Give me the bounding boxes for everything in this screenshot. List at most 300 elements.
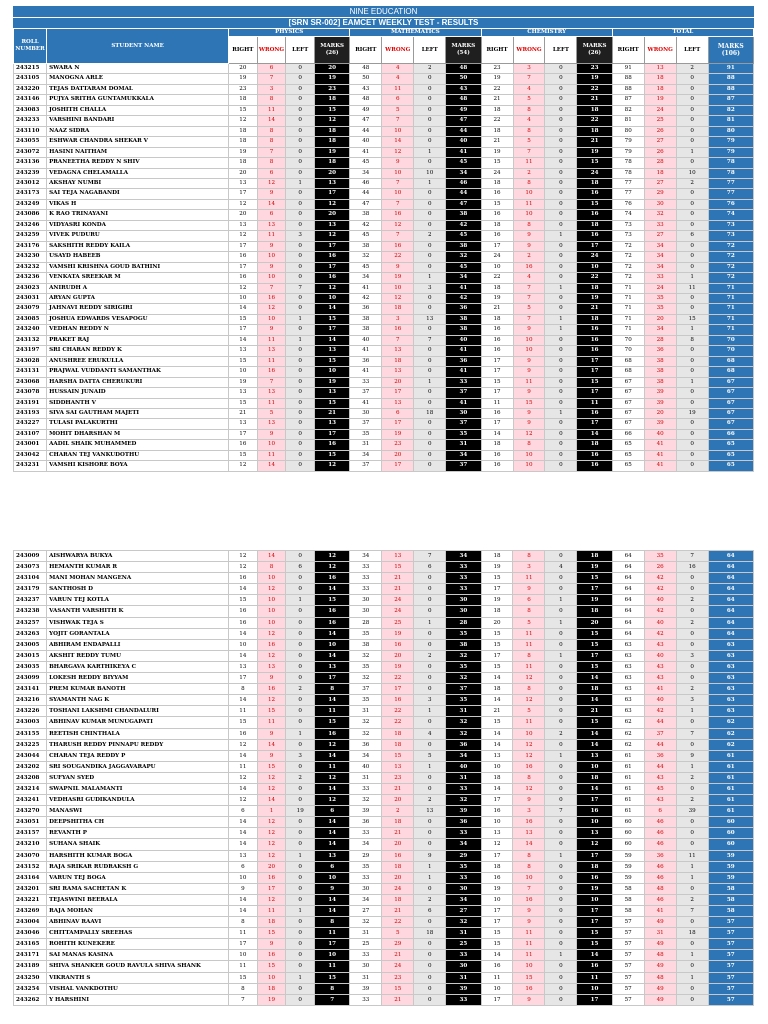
physics-marks-cell: 16 [315, 606, 350, 617]
physics-wrong-cell: 10 [257, 314, 286, 324]
physics-wrong-cell: 13 [257, 220, 286, 230]
math-marks-cell: 39 [446, 983, 481, 994]
math-left-cell: 1 [414, 861, 446, 872]
chem-marks-cell: 17 [577, 356, 612, 366]
physics-right-cell: 16 [229, 617, 258, 628]
table-row [14, 398, 754, 408]
table-row [14, 273, 754, 283]
chem-wrong-cell: 8 [513, 551, 545, 562]
chem-left-cell: 0 [545, 220, 577, 230]
chem-right-cell: 16 [481, 346, 513, 356]
math-right-cell: 30 [350, 961, 382, 972]
table-row [14, 450, 754, 460]
chem-wrong-cell: 12 [513, 739, 545, 750]
math-wrong-cell: 4 [382, 74, 414, 84]
physics-left-cell: 0 [286, 74, 315, 84]
physics-wrong-cell: 6 [257, 168, 286, 178]
math-right-cell: 33 [350, 562, 382, 573]
chem-marks-cell: 22 [577, 116, 612, 126]
roll-number-cell: 243237 [14, 595, 47, 606]
math-left-cell: 0 [414, 839, 446, 850]
math-wrong-cell: 20 [382, 795, 414, 806]
math-wrong-cell: 12 [382, 147, 414, 157]
total-wrong-cell: 27 [644, 178, 676, 188]
physics-marks-cell: 16 [315, 617, 350, 628]
math-left-cell: 1 [414, 273, 446, 283]
physics-left-cell: 19 [286, 806, 315, 817]
math-marks-cell: 38 [446, 314, 481, 324]
physics-right-cell: 11 [229, 961, 258, 972]
chem-left-cell: 0 [545, 684, 577, 695]
math-marks-cell: 32 [446, 650, 481, 661]
math-wrong-cell: 16 [382, 850, 414, 861]
roll-number-header: ROLL NUMBER [14, 29, 47, 64]
total-marks-cell: 63 [708, 706, 753, 717]
student-name-cell: USAYD HABEEB [47, 252, 229, 262]
math-wrong-cell: 20 [382, 839, 414, 850]
physics-right-cell: 19 [229, 147, 258, 157]
math-marks-cell: 32 [446, 717, 481, 728]
total-marks-cell: 63 [708, 639, 753, 650]
roll-number-cell: 243230 [14, 252, 47, 262]
math-marks-cell: 49 [446, 105, 481, 115]
chem-marks-cell: 15 [577, 199, 612, 209]
physics-marks-cell: 10 [315, 950, 350, 961]
total-left-cell: 0 [676, 220, 708, 230]
chem-marks-cell: 13 [577, 828, 612, 839]
math-wrong-cell: 23 [382, 772, 414, 783]
table-row [14, 356, 754, 366]
student-name-cell: AADIL SHAIK MUHAMMED [47, 440, 229, 450]
math-right-cell: 42 [350, 293, 382, 303]
math-marks-cell: 33 [446, 573, 481, 584]
total-left-cell: 1 [676, 325, 708, 335]
table-row [14, 961, 754, 972]
student-name-cell: MOHIT DHARSHAN M [47, 429, 229, 439]
math-left-cell: 0 [414, 573, 446, 584]
chem-marks-cell: 10 [577, 262, 612, 272]
math-marks-cell: 41 [446, 398, 481, 408]
roll-number-cell: 243086 [14, 210, 47, 220]
math-left-cell: 0 [414, 917, 446, 928]
total-right-cell: 67 [612, 377, 644, 387]
math-left-cell: 0 [414, 262, 446, 272]
math-left-cell: 1 [414, 178, 446, 188]
table-row [14, 839, 754, 850]
physics-left-cell: 0 [286, 573, 315, 584]
physics-marks-cell: 17 [314, 262, 349, 272]
physics-right-cell: 14 [229, 750, 258, 761]
total-left-cell: 1 [676, 861, 708, 872]
physics-wrong-cell: 12 [257, 828, 286, 839]
table-row [14, 617, 754, 628]
math-left-cell: 0 [414, 105, 446, 115]
table-row [14, 252, 754, 262]
math-right-cell: 33 [350, 872, 382, 883]
physics-marks-cell: 12 [315, 772, 350, 783]
math-marks-cell: 33 [446, 584, 481, 595]
physics-right-cell: 20 [229, 210, 258, 220]
physics-wrong-cell: 14 [257, 551, 286, 562]
chem-left-cell: 1 [545, 408, 577, 418]
table-row [14, 283, 754, 293]
total-left-cell: 2 [676, 64, 708, 74]
chem-left-cell: 0 [545, 994, 577, 1005]
total-marks-cell: 67 [708, 388, 753, 398]
table-row [14, 241, 754, 251]
math-marks-cell: 35 [446, 695, 481, 706]
physics-wrong-cell: 11 [257, 105, 286, 115]
total-left-cell: 2 [676, 894, 708, 905]
physics-wrong-cell: 16 [257, 293, 286, 303]
table-row [14, 304, 754, 314]
total-right-cell: 57 [612, 961, 644, 972]
physics-wrong-cell: 16 [257, 872, 286, 883]
total-right-cell: 61 [612, 783, 644, 794]
student-name-cell: DEEPSHITHA CH [47, 817, 229, 828]
total-wrong-cell: 46 [644, 839, 676, 850]
math-right-cell: 32 [350, 728, 382, 739]
roll-number-cell: 243068 [14, 377, 47, 387]
chem-marks-cell: 19 [577, 74, 612, 84]
chem-right-cell: 17 [481, 367, 513, 377]
physics-right-cell: 13 [229, 346, 258, 356]
total-left-cell: 2 [676, 617, 708, 628]
math-right-cell: 33 [350, 994, 382, 1005]
student-name-cell: JOSHUA EDWARDS VESAPOGU [47, 314, 229, 324]
physics-wrong-cell: 11 [257, 906, 286, 917]
chem-right-cell: 15 [481, 199, 513, 209]
roll-number-cell: 243240 [14, 325, 47, 335]
chem-left-cell: 0 [545, 116, 577, 126]
roll-number-cell: 243215 [14, 64, 47, 74]
total-wrong-cell: 41 [644, 450, 676, 460]
student-name-cell: SANTHOSH D [47, 584, 229, 595]
total-marks-cell: 62 [708, 717, 753, 728]
chem-left-cell: 0 [545, 429, 577, 439]
math-left-cell: 1 [414, 761, 446, 772]
results-sheet [13, 6, 754, 472]
total-wrong-cell: 26 [644, 147, 676, 157]
chem-left-cell: 0 [545, 972, 577, 983]
math-wrong-cell: 20 [382, 650, 414, 661]
total-left-cell: 0 [676, 739, 708, 750]
physics-left-cell: 0 [286, 739, 315, 750]
chem-marks-cell: 18 [577, 314, 612, 324]
total-left-cell: 0 [676, 817, 708, 828]
math-right-cell: 33 [350, 783, 382, 794]
student-name-cell: SIVA SAI GAUTHAM MAJETI [47, 408, 229, 418]
chem-left-cell: 0 [545, 450, 577, 460]
total-wrong-cell: 27 [644, 231, 676, 241]
math-marks-cell: 45 [446, 158, 481, 168]
math-wrong-cell: 10 [382, 126, 414, 136]
roll-number-cell: 243009 [14, 551, 47, 562]
total-marks-cell: 57 [708, 983, 753, 994]
math-marks-cell: 47 [446, 116, 481, 126]
physics-marks-cell: 8 [315, 983, 350, 994]
chem-right-cell: 24 [481, 168, 513, 178]
physics-right-cell: 17 [229, 939, 258, 950]
physics-right-cell: 13 [229, 850, 258, 861]
chem-right-header: RIGHT [481, 37, 513, 64]
chem-left-cell: 4 [545, 562, 577, 573]
physics-wrong-cell: 11 [257, 398, 286, 408]
physics-marks-cell: 16 [314, 273, 349, 283]
math-wrong-cell: 19 [382, 273, 414, 283]
total-marks-cell: 68 [708, 356, 753, 366]
chem-marks-cell: 21 [577, 137, 612, 147]
total-right-cell: 58 [612, 906, 644, 917]
chem-marks-cell: 24 [577, 168, 612, 178]
total-marks-cell: 87 [708, 95, 753, 105]
math-right-cell: 45 [350, 262, 382, 272]
physics-right-cell: 10 [229, 639, 258, 650]
roll-number-cell: 243055 [14, 137, 47, 147]
table-row [14, 388, 754, 398]
chem-right-cell: 14 [481, 739, 513, 750]
chem-right-cell: 16 [481, 189, 513, 199]
math-marks-cell: 43 [446, 84, 481, 94]
roll-number-cell: 243257 [14, 617, 47, 628]
math-right-cell: 30 [350, 883, 382, 894]
chem-wrong-header: WRONG [513, 37, 545, 64]
org-title: NINE EDUCATION [13, 6, 754, 17]
total-marks-cell: 78 [708, 168, 753, 178]
math-wrong-cell: 20 [382, 377, 414, 387]
chem-wrong-cell: 12 [513, 783, 545, 794]
total-marks-cell: 58 [708, 894, 753, 905]
physics-right-cell: 13 [229, 220, 258, 230]
student-name-cell: PRAKET RAJ [47, 335, 229, 345]
math-wrong-cell: 17 [382, 388, 414, 398]
roll-number-cell: 243173 [14, 189, 47, 199]
math-marks-cell: 32 [446, 728, 481, 739]
table-row [14, 293, 754, 303]
table-row [14, 828, 754, 839]
math-right-cell: 41 [350, 367, 382, 377]
physics-marks-cell: 12 [315, 795, 350, 806]
math-wrong-cell: 18 [382, 861, 414, 872]
math-marks-cell: 30 [446, 595, 481, 606]
table-row [14, 335, 754, 345]
chem-left-cell: 0 [545, 461, 577, 471]
chem-right-cell: 15 [481, 717, 513, 728]
total-right-cell: 58 [612, 894, 644, 905]
total-wrong-cell: 40 [644, 595, 676, 606]
physics-wrong-cell: 10 [257, 617, 286, 628]
total-right-cell: 72 [612, 273, 644, 283]
total-marks-cell: 61 [708, 795, 753, 806]
total-marks-cell: 57 [708, 994, 753, 1005]
roll-number-cell: 243152 [14, 861, 47, 872]
student-name-cell: VARUN TEJ BOGA [47, 872, 229, 883]
chem-left-cell: 0 [545, 717, 577, 728]
math-marks-cell: 39 [446, 806, 481, 817]
chem-right-cell: 15 [481, 158, 513, 168]
physics-left-cell: 0 [286, 429, 315, 439]
total-left-cell: 0 [676, 419, 708, 429]
results-body-part1 [14, 64, 754, 472]
math-marks-cell: 36 [446, 356, 481, 366]
math-marks-cell: 47 [446, 199, 481, 209]
total-marks-cell: 72 [708, 241, 753, 251]
chem-wrong-cell: 7 [513, 883, 545, 894]
roll-number-cell: 243254 [14, 983, 47, 994]
chem-wrong-cell: 5 [513, 706, 545, 717]
total-right-cell: 71 [612, 293, 644, 303]
total-left-cell: 7 [676, 728, 708, 739]
total-marks-cell: 57 [708, 950, 753, 961]
chem-marks-cell: 10 [577, 761, 612, 772]
total-right-cell: 82 [612, 105, 644, 115]
math-wrong-cell: 21 [382, 783, 414, 794]
physics-left-cell: 0 [286, 398, 315, 408]
math-right-cell: 36 [350, 817, 382, 828]
physics-marks-cell: 16 [315, 573, 350, 584]
student-name-cell: SAI TEJA NAGABANDI [47, 189, 229, 199]
chem-left-cell: 1 [545, 750, 577, 761]
total-left-cell: 0 [676, 584, 708, 595]
physics-header: PHYSICS [229, 29, 350, 37]
table-row [14, 928, 754, 939]
math-left-cell: 0 [414, 628, 446, 639]
total-left-cell: 3 [676, 650, 708, 661]
total-marks-cell: 71 [708, 304, 753, 314]
total-left-cell: 0 [676, 883, 708, 894]
student-name-cell: YOJIT GORANTALA [47, 628, 229, 639]
chem-left-cell: 0 [545, 839, 577, 850]
total-wrong-cell: 18 [644, 74, 676, 84]
total-right-cell: 57 [612, 917, 644, 928]
chem-marks-cell: 24 [577, 252, 612, 262]
math-marks-cell: 48 [446, 64, 481, 74]
math-wrong-cell: 17 [382, 419, 414, 429]
physics-marks-cell: 14 [315, 783, 350, 794]
physics-wrong-cell: 9 [257, 262, 286, 272]
math-left-cell: 2 [414, 894, 446, 905]
total-right-cell: 61 [612, 795, 644, 806]
math-left-cell: 1 [414, 706, 446, 717]
chem-marks-cell: 19 [577, 293, 612, 303]
chem-left-cell: 0 [545, 398, 577, 408]
math-left-cell: 0 [414, 367, 446, 377]
chem-wrong-cell: 7 [513, 147, 545, 157]
math-right-cell: 40 [350, 761, 382, 772]
roll-number-cell: 243005 [14, 639, 47, 650]
chem-wrong-cell: 4 [513, 273, 545, 283]
chem-right-cell: 18 [481, 178, 513, 188]
chem-marks-cell: 15 [577, 717, 612, 728]
math-right-cell: 33 [350, 950, 382, 961]
roll-number-cell: 243262 [14, 994, 47, 1005]
math-wrong-cell: 21 [382, 906, 414, 917]
chem-marks-cell: 23 [577, 64, 612, 74]
chem-marks-cell: 17 [577, 850, 612, 861]
chem-marks-cell: 18 [577, 772, 612, 783]
student-name-cell: SRI CHARAN REDDY K [47, 346, 229, 356]
chem-marks-cell: 17 [577, 367, 612, 377]
chem-left-cell: 0 [545, 584, 577, 595]
chem-left-cell: 0 [545, 199, 577, 209]
chem-wrong-cell: 9 [513, 994, 545, 1005]
physics-marks-cell: 15 [315, 717, 350, 728]
math-right-cell: 48 [350, 95, 382, 105]
roll-number-cell: 243241 [14, 795, 47, 806]
total-left-cell: 0 [676, 839, 708, 850]
roll-number-cell: 243146 [14, 95, 47, 105]
physics-left-cell: 0 [286, 210, 315, 220]
total-marks-cell: 79 [708, 137, 753, 147]
total-right-cell: 61 [612, 772, 644, 783]
chem-left-cell: 0 [545, 917, 577, 928]
chem-right-cell: 15 [481, 628, 513, 639]
student-name-cell: CHITTAMPALLY SREEHAS [47, 928, 229, 939]
chem-wrong-cell: 16 [513, 761, 545, 772]
math-right-cell: 42 [350, 220, 382, 230]
chem-left-header: LEFT [545, 37, 577, 64]
chem-left-cell: 0 [545, 346, 577, 356]
total-marks-cell: 67 [708, 398, 753, 408]
roll-number-cell: 243164 [14, 872, 47, 883]
physics-left-cell: 0 [286, 304, 315, 314]
chem-left-cell: 0 [545, 673, 577, 684]
math-wrong-header: WRONG [382, 37, 414, 64]
chem-left-cell: 0 [545, 178, 577, 188]
chem-marks-cell: 17 [577, 994, 612, 1005]
total-marks-cell: 59 [708, 861, 753, 872]
math-right-cell: 38 [350, 314, 382, 324]
physics-marks-cell: 15 [314, 105, 349, 115]
physics-marks-cell: 15 [314, 314, 349, 324]
chem-right-cell: 17 [481, 584, 513, 595]
physics-marks-cell: 10 [314, 293, 349, 303]
student-name-cell: SAKSHITH REDDY KAILA [47, 241, 229, 251]
total-left-cell: 11 [676, 283, 708, 293]
math-right-cell: 47 [350, 116, 382, 126]
chem-left-cell: 0 [545, 304, 577, 314]
total-left-cell: 0 [676, 356, 708, 366]
physics-marks-cell: 12 [315, 739, 350, 750]
chem-left-cell: 0 [545, 628, 577, 639]
physics-wrong-cell: 13 [257, 346, 286, 356]
physics-left-cell: 0 [286, 617, 315, 628]
math-wrong-cell: 22 [382, 917, 414, 928]
table-row [14, 939, 754, 950]
physics-left-cell: 0 [286, 408, 315, 418]
chem-left-cell: 0 [545, 706, 577, 717]
total-marks-cell: 61 [708, 783, 753, 794]
physics-left-cell: 0 [286, 450, 315, 460]
chem-right-cell: 17 [481, 906, 513, 917]
physics-wrong-cell: 9 [257, 673, 286, 684]
physics-marks-cell: 18 [314, 126, 349, 136]
student-name-cell: CHARAN TEJ VANKUDOTHU [47, 450, 229, 460]
physics-left-cell: 0 [286, 346, 315, 356]
student-name-cell: MANOGNA ARLE [47, 74, 229, 84]
student-name-cell: HARSHITH KUMAR BOGA [47, 850, 229, 861]
math-left-cell: 0 [414, 828, 446, 839]
total-wrong-cell: 34 [644, 262, 676, 272]
total-wrong-cell: 31 [644, 928, 676, 939]
total-left-cell: 1 [676, 273, 708, 283]
total-wrong-cell: 32 [644, 210, 676, 220]
roll-number-cell: 243225 [14, 739, 47, 750]
physics-right-cell: 18 [229, 95, 258, 105]
physics-right-cell: 12 [229, 283, 258, 293]
roll-number-cell: 243051 [14, 817, 47, 828]
total-marks-cell: 57 [708, 917, 753, 928]
